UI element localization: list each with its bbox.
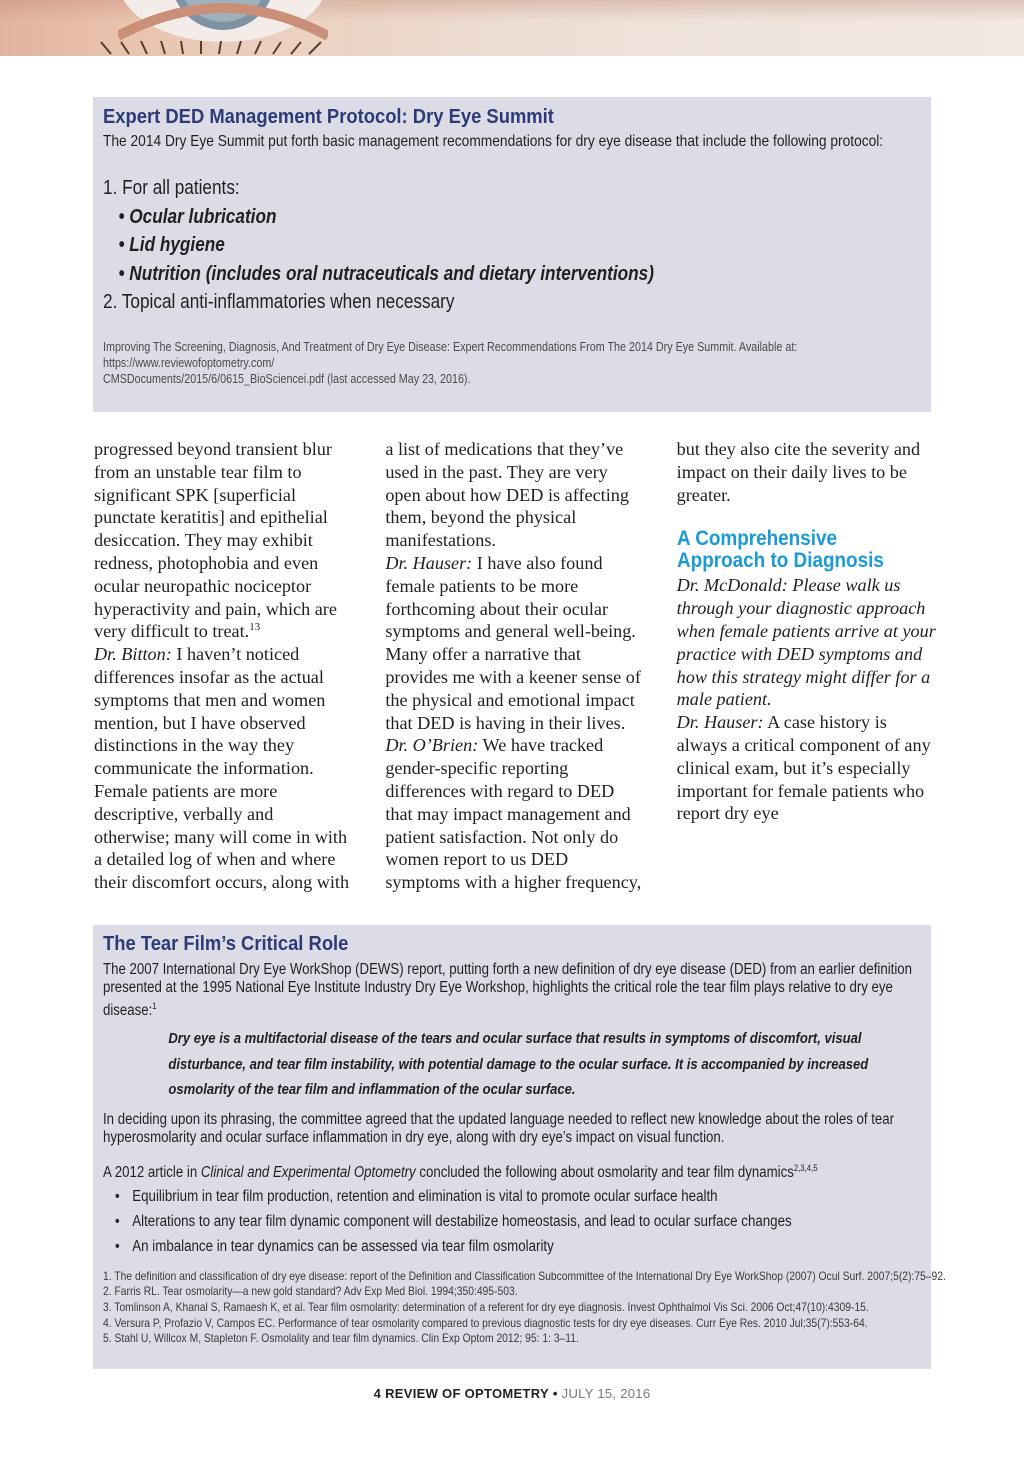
tear-film-intro [103, 961, 919, 1020]
article-paragraph [94, 438, 353, 643]
tear-film-sidebar-box [93, 925, 946, 1369]
section-heading-line: Approach to Diagnosis [676, 549, 884, 573]
bullet-text: An imbalance in tear dynamics can be assessed via tear film osmolarity [132, 1237, 554, 1255]
bullet-icon: • [115, 1237, 120, 1255]
protocol-item-1: 1. For all patients: [103, 177, 240, 199]
page-footer [0, 1386, 1024, 1402]
tear-film-intro-text: The 2007 International Dry Eye WorkShop (DEWS) report, putting forth a new definition of dry eye disease (DED) from an earlier definition presented at the 1995 National Eye Institute Industry Dry Eye Workshop, highlights the critical role the tear film plays relative to dry eye disease: [103, 961, 913, 1020]
reference-marker: 1 [152, 1001, 157, 1011]
protocol-item-2: 2. Topical anti-inflammatories when necessary [103, 291, 455, 313]
bullet-text: Equilibrium in tear film production, retention and elimination is vital to promote ocular surface health [132, 1187, 718, 1205]
reference-superscript [249, 621, 260, 633]
osmolarity-bullet [115, 1234, 919, 1259]
reference-item: 3. Tomlinson A, Khanal S, Ramaesh K, et al. Tear film osmolarity: determination of a referent for dry eye diagnosis. Invest Ophthalmol Vis Sci. 2006 Oct;47(10):4309-15. [103, 1299, 869, 1314]
reference-marker: 2,3,4,5 [793, 1162, 818, 1173]
speaker-name: Dr. McDonald: [676, 575, 788, 596]
article-text: I haven’t noticed differences insofar as the actual symptoms that men and women mention, but I have observed distinctions in the way they communicate the information. Female patients are more descriptive, verbally and otherwise; many will come in with a detailed log of when and where their discomfort occurs, along with a list of medications that they’ve used in the past. They are very open about how DED is affecting them, beyond the physical manifestations. [94, 439, 629, 893]
article-reference-post: concluded the following about osmolarity and tear film dynamics [415, 1163, 794, 1181]
speaker-name: Dr. Hauser: [385, 552, 473, 573]
interviewer-question: Please walk us through your diagnostic approach when female patients arrive at your practice with DED symptoms and how this strategy might differ for a male patient. [676, 575, 936, 710]
header-eye-photo [0, 0, 1024, 56]
committee-paragraph: In deciding upon its phrasing, the committee agreed that the updated language needed to reflect new knowledge about the roles of tear hyperosmolarity and ocular surface inflammation in dry eye, along with dry eye’s impact on visual function. [103, 1110, 895, 1146]
reference-item: 2. Farris RL. Tear osmolarity—a new gold standard? Adv Exp Med Biol. 1994;350:495-503. [103, 1284, 518, 1299]
bullet-text: Alterations to any tear film dynamic component will destabilize homeostasis, and lead to ocular surface changes [132, 1212, 792, 1230]
reference-marker: 13 [249, 621, 261, 634]
protocol-bullet: • Lid hygiene [118, 234, 225, 256]
article-text: We have tracked gender-specific reporting differences with regard to DED that may impact management and patient satisfaction. Not only do women report to us DED symptoms with a higher frequency, but they also cite the severity and impact on their daily lives to be greater. [385, 439, 921, 893]
protocol-bullet: • Ocular lubrication [118, 205, 277, 228]
reference-item: 4. Versura P, Profazio V, Campos EC. Performance of tear osmolarity compared to previous diagnostic tests for dry eye diseases. Curr Eye Res. 2010 Jul;35(7):553-64. [103, 1315, 868, 1330]
article-paragraph [677, 574, 936, 711]
section-heading-line: A Comprehensive [676, 527, 837, 551]
osmolarity-bullet [115, 1184, 919, 1209]
speaker-name: Dr. Hauser: [676, 712, 764, 733]
speaker-name: Dr. Bitton: [94, 644, 172, 665]
issue-date: JULY 15, 2016 [561, 1386, 651, 1401]
protocol-sidebar-box [93, 97, 931, 412]
article-reference-pre: A 2012 article in [103, 1163, 201, 1181]
article-text: progressed beyond transient blur from an unstable tear film to significant SPK [superficial punctate keratitis] and epithelial desiccation. They may exhibit redness, photophobia and even ocular neuropathic nociceptor hyperactivity and pain, which are very difficult to treat. [94, 439, 337, 642]
protocol-citation-line-1: Improving The Screening, Diagnosis, And Treatment of Dry Eye Disease: Expert Recommendations From The 2014 Dry Eye Summit. Available at: https://www.reviewofoptometry.com/ [103, 339, 798, 370]
reference-item: 1. The definition and classification of dry eye disease: report of the Definition and Classification Subcommittee of the International Dry Eye WorkShop (2007) Ocul Surf. 2007;5(2):75–92. [103, 1268, 946, 1283]
protocol-citation-line-2: CMSDocuments/2015/6/0615_BioSciencei.pdf (last accessed May 23, 2016). [103, 371, 471, 386]
reference-item: 5. Stahl U, Willcox M, Stapleton F. Osmolality and tear film dynamics. Clin Exp Optom 2012; 95: 1: 3–11. [103, 1331, 579, 1346]
page-number: 4 [373, 1386, 382, 1401]
bullet-icon: • [115, 1212, 120, 1230]
protocol-box-title: Expert DED Management Protocol: Dry Eye Summit [103, 106, 554, 128]
article-text: I have also found female patients to be more forthcoming about their ocular symptoms and general well-being. Many offer a narrative that provides me with a keener sense of the physical and emotional impact that DED is having in their lives. [385, 552, 641, 733]
protocol-intro: The 2014 Dry Eye Summit put forth basic management recommendations for dry eye disease that include the following protocol: [103, 133, 884, 150]
footer-bullet: • [552, 1386, 558, 1401]
speaker-name: Dr. O’Brien: [385, 735, 479, 756]
article-paragraph [385, 552, 644, 734]
reference-list [103, 1268, 946, 1347]
article-reference-paragraph [103, 1159, 919, 1182]
bullet-icon: • [115, 1187, 120, 1205]
eyelashes-icon [96, 40, 346, 56]
protocol-bullet: • Nutrition (includes oral nutraceuticals and dietary interventions) [118, 262, 654, 285]
section-heading [677, 528, 910, 572]
osmolarity-bullet [115, 1209, 919, 1234]
tear-film-box-title: The Tear Film’s Critical Role [103, 933, 349, 955]
article-text: A case history is always a critical component of any clinical exam, but it’s especially important for female patients who report dry eye [676, 712, 931, 824]
publication-name: REVIEW OF OPTOMETRY [385, 1386, 549, 1401]
article-paragraph [677, 711, 936, 825]
article-body [94, 438, 936, 898]
protocol-citation [103, 339, 919, 387]
dry-eye-definition-quote: Dry eye is a multifactorial disease of the tears and ocular surface that results in symptoms of discomfort, visual disturbance, and tear film instability, with potential damage to the ocular surface. It is accompanied by increased osmolarity of the tear film and inflammation of the ocular surface. [168, 1030, 869, 1099]
journal-name: Clinical and Experimental Optometry [200, 1163, 416, 1181]
header-spacer [0, 56, 1024, 96]
